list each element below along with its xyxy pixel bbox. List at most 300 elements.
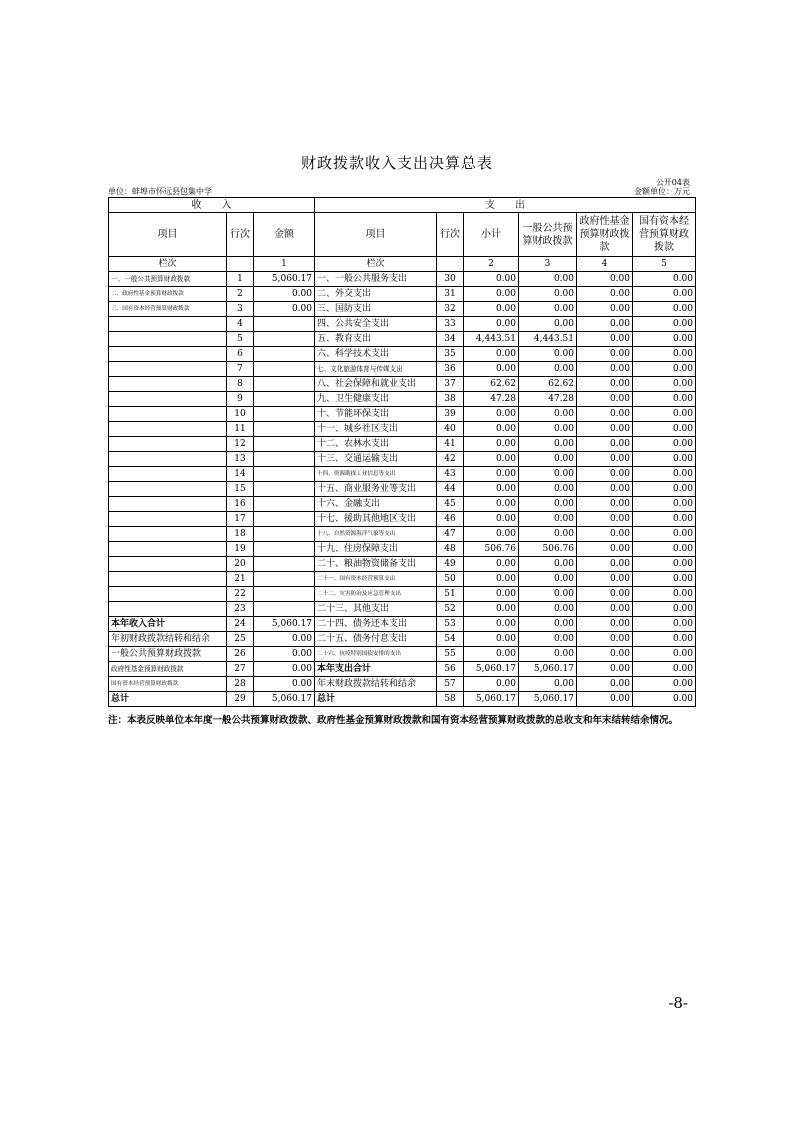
income-amount (254, 437, 315, 452)
expense-fund: 0.00 (577, 632, 633, 647)
expense-state: 0.00 (633, 542, 696, 557)
expense-item: 六、科学技术支出 (315, 347, 437, 362)
income-amount: 0.00 (254, 302, 315, 317)
expense-fund: 0.00 (577, 572, 633, 587)
expense-row-number: 57 (437, 677, 464, 692)
col-row2: 行次 (437, 213, 464, 257)
expense-item: 十九、住房保障支出 (315, 542, 437, 557)
expense-subtotal: 0.00 (464, 272, 519, 287)
expense-general: 0.00 (519, 587, 577, 602)
expense-row-number: 56 (437, 662, 464, 677)
table-row (109, 347, 696, 362)
expense-item: 三、国防支出 (315, 302, 437, 317)
expense-general: 0.00 (519, 617, 577, 632)
table-row (109, 362, 696, 377)
expense-subtotal: 506.76 (464, 542, 519, 557)
expense-header: 支 出 (315, 198, 696, 213)
expense-fund: 0.00 (577, 542, 633, 557)
col-general: 一般公共预算财政拨款 (519, 213, 577, 257)
table-row (109, 512, 696, 527)
report-title: 财政拨款收入支出决算总表 (300, 154, 493, 172)
income-item (109, 392, 227, 407)
expense-state: 0.00 (633, 482, 696, 497)
expense-subtotal: 0.00 (464, 602, 519, 617)
expense-row-number: 41 (437, 437, 464, 452)
table-row (109, 392, 696, 407)
income-row-number: 23 (227, 602, 254, 617)
header-row-1 (109, 198, 696, 213)
expense-row-number: 58 (437, 692, 464, 707)
expense-subtotal: 0.00 (464, 482, 519, 497)
income-header: 收 入 (109, 198, 315, 213)
income-row-number: 3 (227, 302, 254, 317)
expense-fund: 0.00 (577, 332, 633, 347)
expense-row-number: 35 (437, 347, 464, 362)
income-item (109, 437, 227, 452)
income-amount: 5,060.17 (254, 692, 315, 707)
expense-row-number: 53 (437, 617, 464, 632)
expense-item: 十三、交通运输支出 (315, 452, 437, 467)
income-row-number: 25 (227, 632, 254, 647)
expense-subtotal: 0.00 (464, 632, 519, 647)
expense-general: 47.28 (519, 392, 577, 407)
expense-subtotal: 62.62 (464, 377, 519, 392)
income-amount (254, 467, 315, 482)
empty-cell (437, 257, 464, 272)
income-amount (254, 332, 315, 347)
income-item: 二、政府性基金预算财政拨款 (109, 287, 227, 302)
col-fund: 政府性基金预算财政拨款 (577, 213, 633, 257)
expense-general: 62.62 (519, 377, 577, 392)
table-row (109, 602, 696, 617)
expense-subtotal: 0.00 (464, 467, 519, 482)
expense-fund: 0.00 (577, 662, 633, 677)
expense-general: 5,060.17 (519, 692, 577, 707)
expense-row-number: 30 (437, 272, 464, 287)
expense-row-number: 52 (437, 602, 464, 617)
expense-subtotal: 0.00 (464, 677, 519, 692)
expense-state: 0.00 (633, 422, 696, 437)
expense-state: 0.00 (633, 692, 696, 707)
income-item: 本年收入合计 (109, 617, 227, 632)
col-num-2: 2 (464, 257, 519, 272)
income-amount (254, 572, 315, 587)
expense-fund: 0.00 (577, 497, 633, 512)
expense-item: 十八、自然资源海洋气象等支出 (315, 527, 437, 542)
income-item (109, 422, 227, 437)
expense-fund: 0.00 (577, 422, 633, 437)
income-amount (254, 542, 315, 557)
income-item (109, 482, 227, 497)
income-amount: 0.00 (254, 632, 315, 647)
expense-fund: 0.00 (577, 647, 633, 662)
income-amount (254, 407, 315, 422)
table-row (109, 617, 696, 632)
expense-row-number: 34 (437, 332, 464, 347)
income-row-number: 4 (227, 317, 254, 332)
expense-item: 二、外交支出 (315, 287, 437, 302)
page-number: -8- (668, 994, 688, 1012)
income-row-number: 22 (227, 587, 254, 602)
form-code: 公开04表 (655, 178, 690, 187)
income-item: 国有资本经营预算财政拨款 (109, 677, 227, 692)
expense-state: 0.00 (633, 647, 696, 662)
expense-row-number: 36 (437, 362, 464, 377)
expense-subtotal: 5,060.17 (464, 692, 519, 707)
expense-subtotal: 0.00 (464, 497, 519, 512)
table-row (109, 632, 696, 647)
expense-item: 十六、金融支出 (315, 497, 437, 512)
expense-general: 0.00 (519, 302, 577, 317)
expense-state: 0.00 (633, 377, 696, 392)
expense-row-number: 39 (437, 407, 464, 422)
expense-fund: 0.00 (577, 347, 633, 362)
income-item (109, 467, 227, 482)
expense-item: 二十一、国有资本经营预算支出 (315, 572, 437, 587)
expense-state: 0.00 (633, 272, 696, 287)
expense-fund: 0.00 (577, 407, 633, 422)
expense-item: 十七、援助其他地区支出 (315, 512, 437, 527)
expense-row-number: 55 (437, 647, 464, 662)
expense-general: 0.00 (519, 677, 577, 692)
income-row-number: 15 (227, 482, 254, 497)
col-num-1: 1 (254, 257, 315, 272)
expense-item: 十四、资源勘探工业信息等支出 (315, 467, 437, 482)
income-amount (254, 452, 315, 467)
expense-state: 0.00 (633, 677, 696, 692)
expense-general: 0.00 (519, 347, 577, 362)
expense-fund: 0.00 (577, 677, 633, 692)
table-row (109, 302, 696, 317)
col-row: 行次 (227, 213, 254, 257)
expense-subtotal: 0.00 (464, 572, 519, 587)
income-item (109, 332, 227, 347)
expense-state: 0.00 (633, 527, 696, 542)
expense-row-number: 40 (437, 422, 464, 437)
expense-fund: 0.00 (577, 362, 633, 377)
income-row-number: 2 (227, 287, 254, 302)
table-row (109, 647, 696, 662)
income-row-number: 24 (227, 617, 254, 632)
expense-state: 0.00 (633, 497, 696, 512)
income-item (109, 602, 227, 617)
income-amount (254, 512, 315, 527)
expense-state: 0.00 (633, 392, 696, 407)
expense-row-number: 37 (437, 377, 464, 392)
money-unit-label: 金额单位：万元 (634, 187, 690, 196)
expense-state: 0.00 (633, 362, 696, 377)
expense-state: 0.00 (633, 632, 696, 647)
expense-general: 0.00 (519, 572, 577, 587)
expense-general: 0.00 (519, 512, 577, 527)
expense-fund: 0.00 (577, 287, 633, 302)
table-row (109, 677, 696, 692)
lanci-label: 栏次 (109, 257, 227, 272)
income-item: 一、一般公共预算财政拨款 (109, 272, 227, 287)
table-row (109, 557, 696, 572)
expense-subtotal: 0.00 (464, 527, 519, 542)
expense-state: 0.00 (633, 347, 696, 362)
expense-fund: 0.00 (577, 482, 633, 497)
income-amount (254, 482, 315, 497)
income-row-number: 17 (227, 512, 254, 527)
expense-item: 总计 (315, 692, 437, 707)
finance-table (108, 197, 696, 707)
table-row (109, 527, 696, 542)
income-amount (254, 497, 315, 512)
table-row (109, 482, 696, 497)
expense-subtotal: 0.00 (464, 302, 519, 317)
income-amount (254, 602, 315, 617)
table-note: 注：本表反映单位本年度一般公共预算财政拨款、政府性基金预算财政拨款和国有资本经营预算财政拨款的总收支和年末结转结余情况。 (108, 715, 679, 726)
expense-subtotal: 4,443.51 (464, 332, 519, 347)
expense-state: 0.00 (633, 407, 696, 422)
table-row (109, 572, 696, 587)
expense-state: 0.00 (633, 587, 696, 602)
expense-subtotal: 0.00 (464, 587, 519, 602)
expense-item: 十一、城乡社区支出 (315, 422, 437, 437)
expense-general: 0.00 (519, 497, 577, 512)
col-num-5: 5 (633, 257, 696, 272)
income-row-number: 12 (227, 437, 254, 452)
income-item (109, 557, 227, 572)
expense-state: 0.00 (633, 332, 696, 347)
income-item (109, 377, 227, 392)
expense-state: 0.00 (633, 512, 696, 527)
header-row-3 (109, 257, 696, 272)
expense-item: 九、卫生健康支出 (315, 392, 437, 407)
income-row-number: 14 (227, 467, 254, 482)
table-row (109, 317, 696, 332)
expense-row-number: 50 (437, 572, 464, 587)
income-amount: 5,060.17 (254, 272, 315, 287)
expense-general: 0.00 (519, 272, 577, 287)
expense-item: 一、一般公共服务支出 (315, 272, 437, 287)
expense-state: 0.00 (633, 302, 696, 317)
income-amount (254, 317, 315, 332)
income-item (109, 497, 227, 512)
expense-row-number: 42 (437, 452, 464, 467)
expense-fund: 0.00 (577, 467, 633, 482)
expense-item: 二十三、其他支出 (315, 602, 437, 617)
table-row (109, 332, 696, 347)
expense-general: 0.00 (519, 317, 577, 332)
income-item (109, 587, 227, 602)
income-row-number: 29 (227, 692, 254, 707)
expense-fund: 0.00 (577, 377, 633, 392)
expense-item: 十二、农林水支出 (315, 437, 437, 452)
expense-subtotal: 0.00 (464, 557, 519, 572)
income-item (109, 527, 227, 542)
expense-item: 本年支出合计 (315, 662, 437, 677)
col-state: 国有资本经营预算财政拨款 (633, 213, 696, 257)
income-amount: 0.00 (254, 647, 315, 662)
expense-row-number: 46 (437, 512, 464, 527)
expense-row-number: 32 (437, 302, 464, 317)
expense-state: 0.00 (633, 662, 696, 677)
table-row (109, 437, 696, 452)
expense-row-number: 51 (437, 587, 464, 602)
table-row (109, 377, 696, 392)
table-row (109, 467, 696, 482)
expense-general: 506.76 (519, 542, 577, 557)
col-num-3: 3 (519, 257, 577, 272)
income-amount: 5,060.17 (254, 617, 315, 632)
table-row (109, 272, 696, 287)
expense-fund: 0.00 (577, 692, 633, 707)
expense-fund: 0.00 (577, 317, 633, 332)
expense-fund: 0.00 (577, 587, 633, 602)
income-row-number: 7 (227, 362, 254, 377)
income-amount (254, 377, 315, 392)
col-item: 项目 (109, 213, 227, 257)
income-row-number: 20 (227, 557, 254, 572)
income-row-number: 26 (227, 647, 254, 662)
expense-item: 四、公共安全支出 (315, 317, 437, 332)
income-row-number: 28 (227, 677, 254, 692)
income-row-number: 9 (227, 392, 254, 407)
table-row (109, 407, 696, 422)
income-item: 总计 (109, 692, 227, 707)
expense-state: 0.00 (633, 557, 696, 572)
income-item (109, 407, 227, 422)
table-row (109, 542, 696, 557)
table-row (109, 587, 696, 602)
table-row (109, 287, 696, 302)
expense-general: 5,060.17 (519, 662, 577, 677)
expense-state: 0.00 (633, 602, 696, 617)
income-item: 政府性基金预算财政拨款 (109, 662, 227, 677)
expense-item: 二十五、债务付息支出 (315, 632, 437, 647)
income-row-number: 13 (227, 452, 254, 467)
income-item (109, 572, 227, 587)
expense-general: 4,443.51 (519, 332, 577, 347)
expense-subtotal: 0.00 (464, 512, 519, 527)
empty-cell (227, 257, 254, 272)
income-row-number: 18 (227, 527, 254, 542)
expense-general: 0.00 (519, 437, 577, 452)
income-row-number: 19 (227, 542, 254, 557)
income-amount (254, 422, 315, 437)
income-item: 年初财政拨款结转和结余 (109, 632, 227, 647)
expense-general: 0.00 (519, 527, 577, 542)
expense-item: 二十、粮油物资储备支出 (315, 557, 437, 572)
income-row-number: 5 (227, 332, 254, 347)
expense-row-number: 47 (437, 527, 464, 542)
expense-state: 0.00 (633, 317, 696, 332)
expense-fund: 0.00 (577, 302, 633, 317)
expense-row-number: 45 (437, 497, 464, 512)
income-row-number: 1 (227, 272, 254, 287)
expense-general: 0.00 (519, 467, 577, 482)
income-amount: 0.00 (254, 287, 315, 302)
expense-subtotal: 0.00 (464, 347, 519, 362)
income-amount (254, 557, 315, 572)
table-row (109, 692, 696, 707)
expense-state: 0.00 (633, 467, 696, 482)
income-row-number: 21 (227, 572, 254, 587)
expense-subtotal: 0.00 (464, 647, 519, 662)
expense-subtotal: 0.00 (464, 287, 519, 302)
income-item: 一般公共预算财政拨款 (109, 647, 227, 662)
col-subtotal: 小计 (464, 213, 519, 257)
expense-general: 0.00 (519, 602, 577, 617)
lanci-label-2: 栏次 (315, 257, 437, 272)
expense-item: 十、节能环保支出 (315, 407, 437, 422)
expense-subtotal: 0.00 (464, 452, 519, 467)
expense-general: 0.00 (519, 287, 577, 302)
expense-row-number: 31 (437, 287, 464, 302)
expense-state: 0.00 (633, 572, 696, 587)
expense-item: 二十六、抗疫特别国债安排的支出 (315, 647, 437, 662)
expense-item: 五、教育支出 (315, 332, 437, 347)
col-item2: 项目 (315, 213, 437, 257)
expense-general: 0.00 (519, 557, 577, 572)
income-amount (254, 347, 315, 362)
expense-subtotal: 0.00 (464, 407, 519, 422)
income-row-number: 8 (227, 377, 254, 392)
table-row (109, 662, 696, 677)
expense-fund: 0.00 (577, 392, 633, 407)
income-item (109, 347, 227, 362)
expense-row-number: 44 (437, 482, 464, 497)
income-row-number: 10 (227, 407, 254, 422)
expense-row-number: 33 (437, 317, 464, 332)
income-row-number: 6 (227, 347, 254, 362)
table-row (109, 422, 696, 437)
income-item (109, 542, 227, 557)
income-item (109, 452, 227, 467)
expense-subtotal: 47.28 (464, 392, 519, 407)
income-item (109, 362, 227, 377)
col-amount: 金额 (254, 213, 315, 257)
table-row (109, 497, 696, 512)
expense-subtotal: 0.00 (464, 362, 519, 377)
expense-general: 0.00 (519, 362, 577, 377)
income-row-number: 16 (227, 497, 254, 512)
expense-row-number: 38 (437, 392, 464, 407)
expense-fund: 0.00 (577, 602, 633, 617)
expense-fund: 0.00 (577, 527, 633, 542)
expense-fund: 0.00 (577, 557, 633, 572)
expense-general: 0.00 (519, 422, 577, 437)
expense-row-number: 54 (437, 632, 464, 647)
expense-row-number: 43 (437, 467, 464, 482)
expense-subtotal: 0.00 (464, 437, 519, 452)
expense-row-number: 48 (437, 542, 464, 557)
expense-fund: 0.00 (577, 272, 633, 287)
expense-item: 二十二、灾害防治及应急管理支出 (315, 587, 437, 602)
expense-general: 0.00 (519, 452, 577, 467)
expense-item: 八、社会保障和就业支出 (315, 377, 437, 392)
expense-fund: 0.00 (577, 617, 633, 632)
table-row (109, 452, 696, 467)
header-row-2 (109, 213, 696, 257)
income-amount (254, 527, 315, 542)
expense-subtotal: 0.00 (464, 617, 519, 632)
expense-item: 二十四、债务还本支出 (315, 617, 437, 632)
expense-item: 十五、商业服务业等支出 (315, 482, 437, 497)
col-num-4: 4 (577, 257, 633, 272)
expense-general: 0.00 (519, 482, 577, 497)
expense-fund: 0.00 (577, 512, 633, 527)
expense-general: 0.00 (519, 407, 577, 422)
income-amount (254, 587, 315, 602)
income-item (109, 317, 227, 332)
expense-general: 0.00 (519, 632, 577, 647)
expense-item: 年末财政拨款结转和结余 (315, 677, 437, 692)
income-amount: 0.00 (254, 662, 315, 677)
